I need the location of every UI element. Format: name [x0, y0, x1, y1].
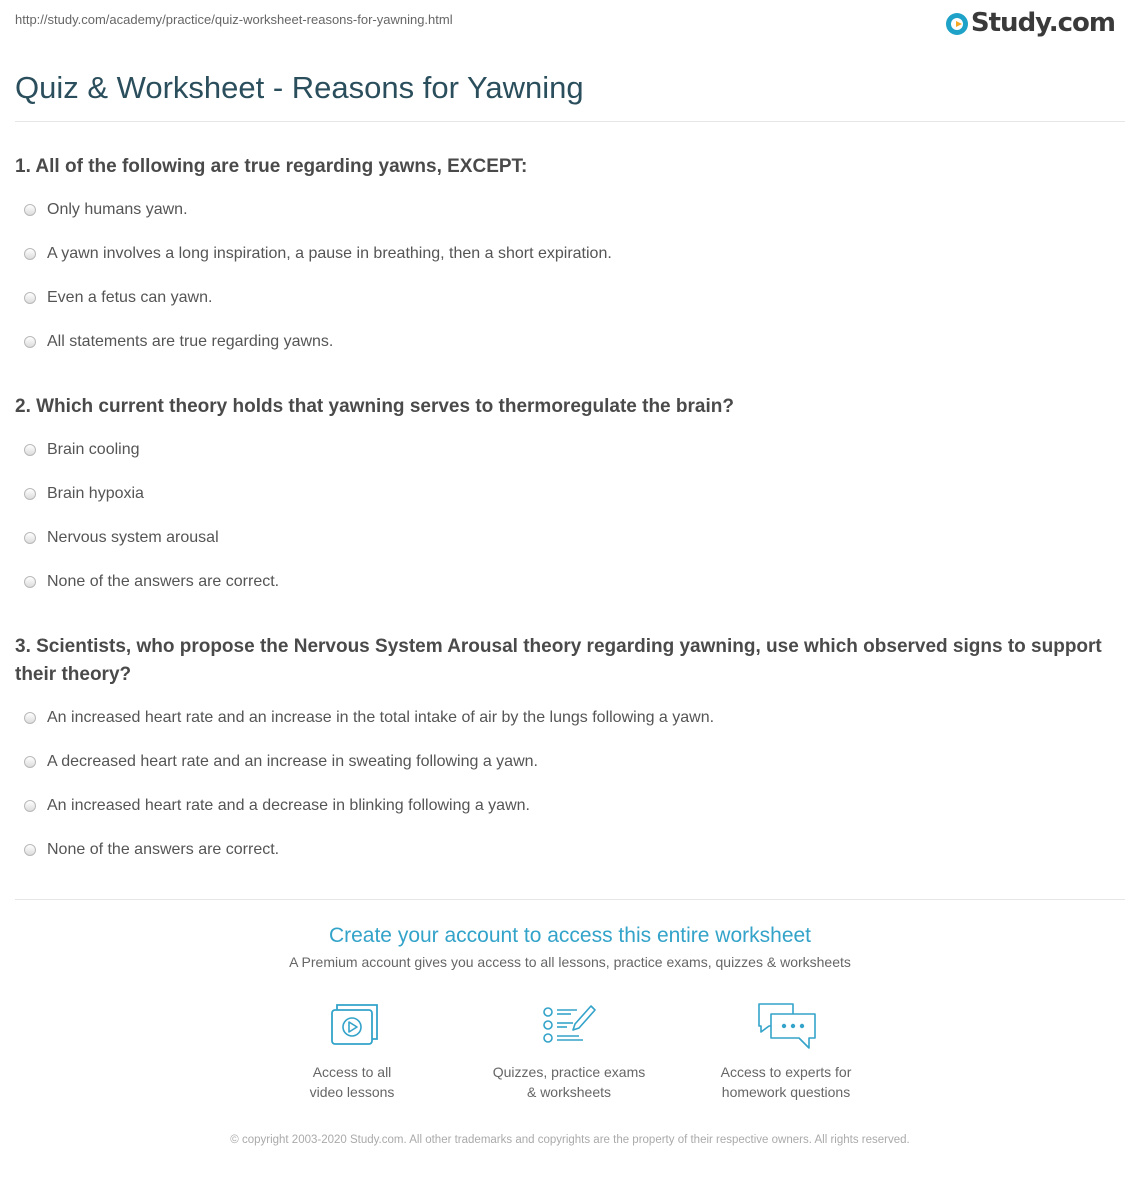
study-logo-play-icon — [946, 13, 968, 35]
answer-option[interactable] — [24, 438, 1104, 462]
answer-text: Even a fetus can yawn. — [47, 289, 213, 306]
radio-button[interactable] — [24, 800, 36, 812]
cta-subtitle: A Premium account gives you access to all lessons, practice exams, quizzes & worksheets — [289, 954, 851, 970]
radio-button[interactable] — [24, 488, 36, 500]
divider — [15, 899, 1125, 900]
answer-option[interactable] — [24, 198, 1104, 222]
radio-button[interactable] — [24, 576, 36, 588]
page-title: Quiz & Worksheet - Reasons for Yawning — [15, 70, 584, 105]
quiz-checklist-icon — [539, 1000, 599, 1052]
divider — [15, 121, 1125, 122]
answer-text: None of the answers are correct. — [47, 841, 280, 858]
feature-quizzes — [469, 1000, 669, 1102]
study-logo[interactable] — [946, 8, 1115, 38]
answer-text: None of the answers are correct. — [47, 573, 280, 590]
radio-button[interactable] — [24, 444, 36, 456]
answer-option[interactable] — [24, 706, 1104, 730]
radio-button[interactable] — [24, 844, 36, 856]
answer-text: All statements are true regarding yawns. — [47, 333, 334, 350]
feature-label-line1: Access to experts for — [720, 1064, 852, 1080]
answer-text: An increased heart rate and a decrease in blinking following a yawn. — [47, 797, 530, 814]
feature-label-line2: & worksheets — [526, 1084, 612, 1100]
answer-option[interactable] — [24, 482, 1104, 506]
answer-text: Nervous system arousal — [47, 529, 219, 546]
answer-option[interactable] — [24, 750, 1104, 774]
question-1: 1. All of the following are true regarding yawns, EXCEPT: — [15, 156, 528, 177]
radio-button[interactable] — [24, 248, 36, 260]
feature-label-line2: video lessons — [309, 1084, 395, 1100]
answer-option[interactable] — [24, 242, 1104, 266]
answer-text: Brain hypoxia — [47, 485, 144, 502]
create-account-link[interactable]: Create your account to access this entire worksheet — [328, 924, 812, 947]
answer-text: A decreased heart rate and an increase in sweating following a yawn. — [47, 753, 538, 770]
radio-button[interactable] — [24, 712, 36, 724]
answer-option[interactable] — [24, 570, 1104, 594]
answer-text: Brain cooling — [47, 441, 140, 458]
feature-label-line1: Access to all — [312, 1064, 392, 1080]
answer-option[interactable] — [24, 794, 1104, 818]
feature-label-line1: Quizzes, practice exams — [492, 1064, 646, 1080]
answer-option[interactable] — [24, 286, 1104, 310]
answer-option[interactable] — [24, 838, 1104, 862]
feature-label-line2: homework questions — [721, 1084, 851, 1100]
radio-button[interactable] — [24, 204, 36, 216]
answer-option[interactable] — [24, 330, 1104, 354]
page-url[interactable]: http://study.com/academy/practice/quiz-worksheet-reasons-for-yawning.html — [15, 12, 453, 27]
copyright-notice: © copyright 2003-2020 Study.com. All other trademarks and copyrights are the property of their respective owners. All rights reserved. — [230, 1134, 910, 1146]
top-bar — [15, 0, 1125, 60]
radio-button[interactable] — [24, 336, 36, 348]
feature-experts — [686, 1000, 886, 1102]
question-2: 2. Which current theory holds that yawning serves to thermoregulate the brain? — [15, 396, 734, 417]
video-lessons-icon — [322, 1000, 382, 1052]
answer-text: A yawn involves a long inspiration, a pause in breathing, then a short expiration. — [47, 245, 612, 262]
question-3: 3. Scientists, who propose the Nervous System Arousal theory regarding yawning, use which observed signs to support their theory? — [15, 636, 1102, 685]
answer-text: An increased heart rate and an increase in the total intake of air by the lungs following a yawn. — [47, 709, 715, 726]
radio-button[interactable] — [24, 756, 36, 768]
radio-button[interactable] — [24, 292, 36, 304]
radio-button[interactable] — [24, 532, 36, 544]
answer-option[interactable] — [24, 526, 1104, 550]
feature-video-lessons — [252, 1000, 452, 1102]
logo-text: Study.com — [970, 8, 1115, 38]
chat-bubbles-icon — [753, 1000, 819, 1052]
answer-text: Only humans yawn. — [47, 201, 188, 218]
